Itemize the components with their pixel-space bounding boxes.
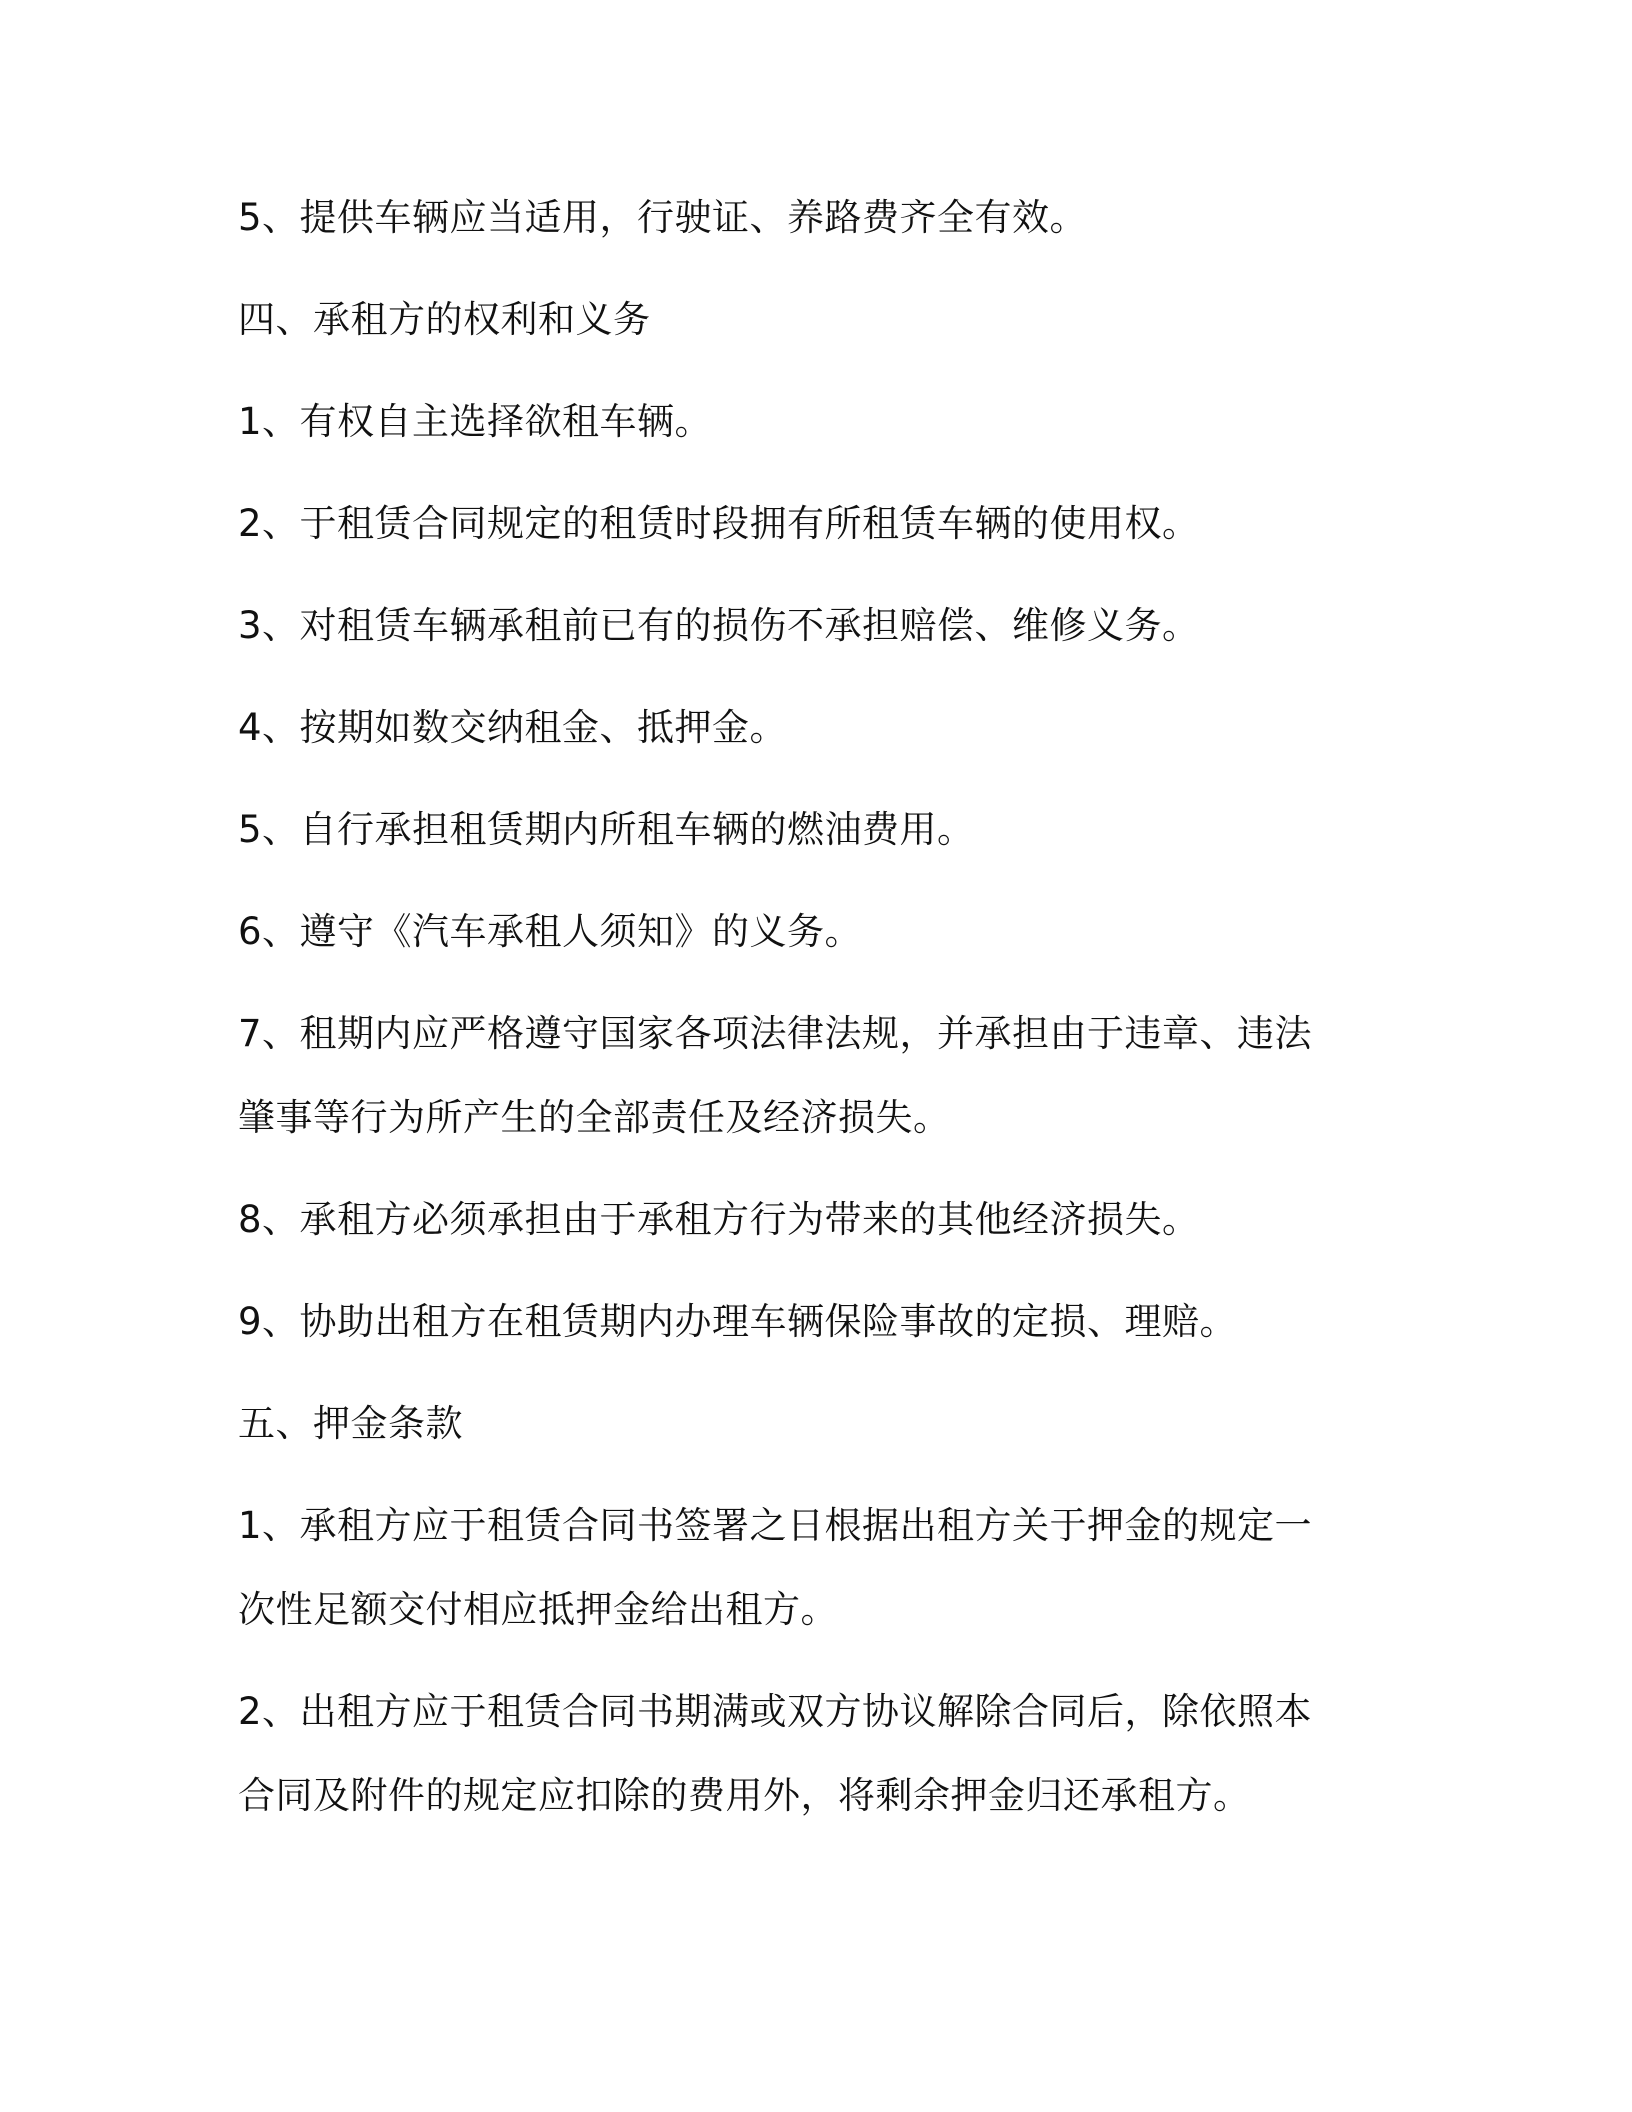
- paragraph-8-line-1: [238, 1008, 1378, 1060]
- paragraph-12-line-1: [238, 1686, 1378, 1738]
- paragraph-text: 合同及附件的规定应扣除的费用外，将剩余押金归还承租方。: [238, 1774, 1251, 1817]
- paragraph-text: 2、于租赁合同规定的租赁时段拥有所租赁车辆的使用权。: [238, 502, 1200, 545]
- paragraph-text: 5、自行承担租赁期内所租车辆的燃油费用。: [238, 808, 975, 851]
- paragraph-12-line-2: [238, 1770, 1378, 1822]
- section-heading-5: [238, 1398, 1378, 1450]
- paragraph-11-line-2: [238, 1584, 1378, 1636]
- paragraph-1: [238, 192, 1378, 244]
- paragraph-5: [238, 702, 1378, 754]
- heading-text: 四、承租方的权利和义务: [238, 298, 651, 341]
- paragraph-6: [238, 804, 1378, 856]
- paragraph-text: 7、租期内应严格遵守国家各项法律法规，并承担由于违章、违法: [238, 1012, 1313, 1055]
- paragraph-text: 1、承租方应于租赁合同书签署之日根据出租方关于押金的规定一: [238, 1504, 1313, 1547]
- paragraph-text: 次性足额交付相应抵押金给出租方。: [238, 1588, 838, 1631]
- paragraph-10: [238, 1296, 1378, 1348]
- paragraph-text: 1、有权自主选择欲租车辆。: [238, 400, 713, 443]
- paragraph-text: 5、提供车辆应当适用，行驶证、养路费齐全有效。: [238, 196, 1088, 239]
- paragraph-9: [238, 1194, 1378, 1246]
- paragraph-text: 6、遵守《汽车承租人须知》的义务。: [238, 910, 863, 953]
- paragraph-8-line-2: [238, 1092, 1378, 1144]
- paragraph-2: [238, 396, 1378, 448]
- paragraph-7: [238, 906, 1378, 958]
- paragraph-text: 肇事等行为所产生的全部责任及经济损失。: [238, 1096, 951, 1139]
- paragraph-text: 8、承租方必须承担由于承租方行为带来的其他经济损失。: [238, 1198, 1200, 1241]
- paragraph-text: 9、协助出租方在租赁期内办理车辆保险事故的定损、理赔。: [238, 1300, 1238, 1343]
- paragraph-3: [238, 498, 1378, 550]
- paragraph-text: 4、按期如数交纳租金、抵押金。: [238, 706, 788, 749]
- paragraph-text: 3、对租赁车辆承租前已有的损伤不承担赔偿、维修义务。: [238, 604, 1200, 647]
- heading-text: 五、押金条款: [238, 1402, 463, 1445]
- paragraph-4: [238, 600, 1378, 652]
- paragraph-11-line-1: [238, 1500, 1378, 1552]
- paragraph-text: 2、出租方应于租赁合同书期满或双方协议解除合同后，除依照本: [238, 1690, 1313, 1733]
- section-heading-4: [238, 294, 1378, 346]
